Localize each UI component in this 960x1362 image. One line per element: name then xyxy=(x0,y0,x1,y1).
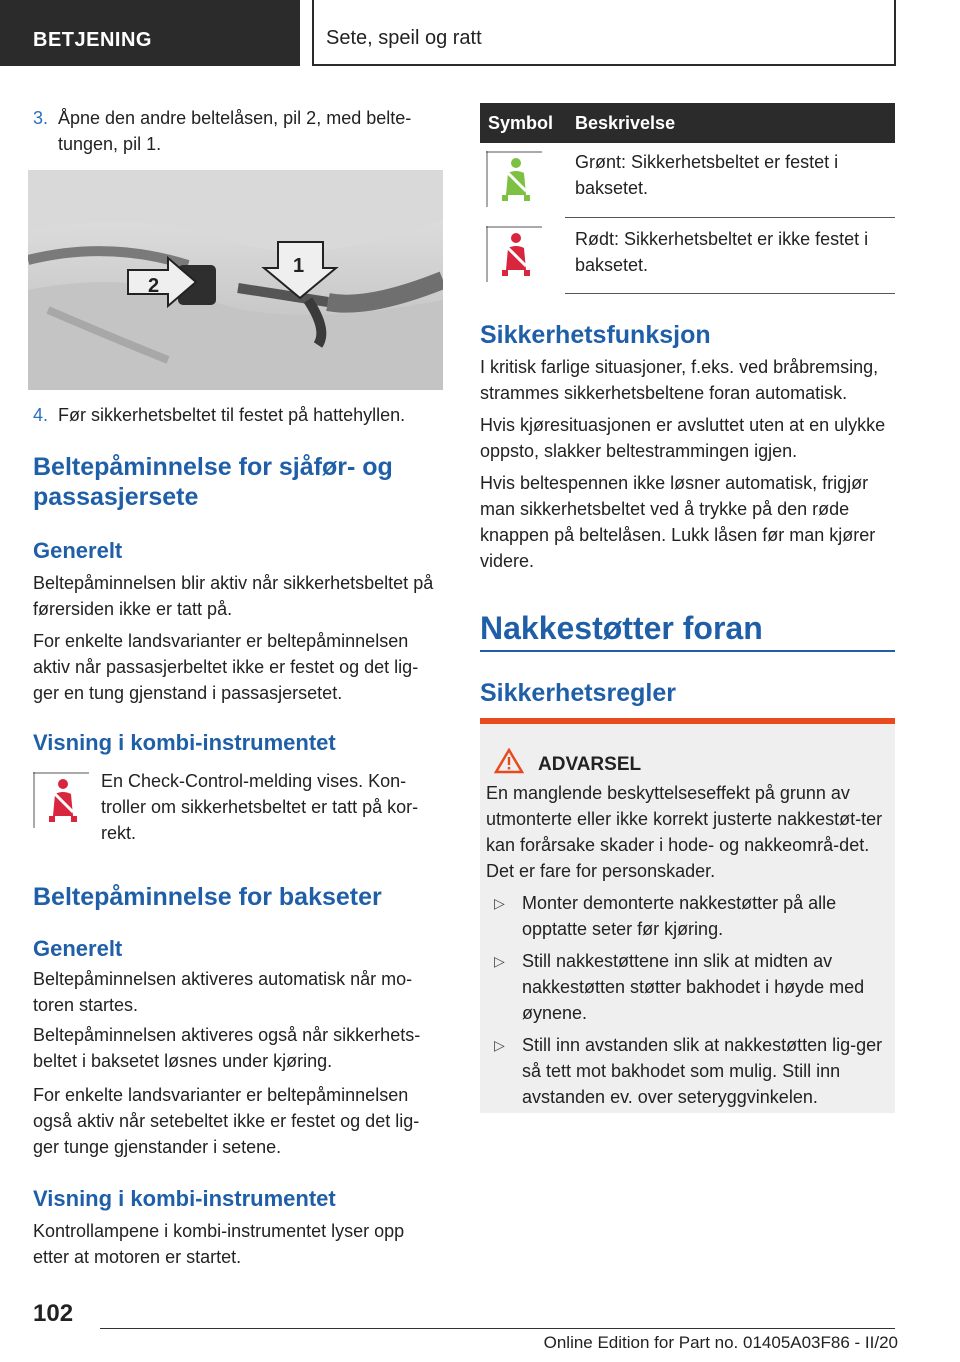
list-item: ▷ Still nakkestøttene inn slik at midten av nakkestøtten støtter bakhodet i høyde med øynene. xyxy=(494,948,884,1026)
warning-text: En manglende beskyttelseseffekt på grunn av utmonterte eller ikke korrekt justerte nakkestøt-ter kan forårsake skader i hode- og nakkeområ-det. Det er fare for personskader. xyxy=(486,783,883,881)
paragraph: For enkelte landsvarianter er beltepåminnelsen aktiv når passasjerbeltet ikke er festet og det lig-ger en tung gjenstand i passasjersetet. xyxy=(33,631,419,703)
seatbelt-illustration xyxy=(28,170,443,390)
heading-front-reminder: Beltepåminnelse for sjåfør- og passasjersete xyxy=(33,453,393,511)
col-symbol: Symbol xyxy=(488,113,554,133)
heading-general: Generelt xyxy=(33,936,123,961)
paragraph: Kontrollampene i kombi-instrumentet lyser opp etter at motoren er startet. xyxy=(33,1221,405,1267)
warning-box xyxy=(480,718,895,1113)
section-tab: BETJENING xyxy=(0,0,300,66)
paragraph: Beltepåminnelsen blir aktiv når sikkerhetsbeltet på førersiden ikke er tatt på. xyxy=(33,573,434,619)
list-item: ▷ Monter demonterte nakkestøtter på alle opptatte seter før kjøring. xyxy=(494,890,884,942)
paragraph: Beltepåminnelsen aktiveres også når sikkerhets-beltet i baksetet løsnes under kjøring. xyxy=(33,1025,421,1071)
heading-safety-rules: Sikkerhetsregler xyxy=(480,679,676,707)
list-item: ▷ Still inn avstanden slik at nakkestøtten lig-ger så tett mot bakhodet som mulig. Still inn avstanden ev. over seteryggvinkelen. xyxy=(494,1032,884,1110)
arrow-1-label: 1 xyxy=(293,255,305,277)
heading-general: Generelt xyxy=(33,538,123,563)
paragraph: Hvis beltespennen ikke løsner automatisk, frigjør man sikkerhetsbeltet ved å trykke på den røde knappen på beltelåsen. Lukk låsen før man kjører videre. xyxy=(480,473,876,571)
step-4 xyxy=(33,402,443,428)
paragraph: Beltepåminnelsen aktiveres automatisk når mo-toren startes. xyxy=(33,969,413,1015)
paragraph: For enkelte landsvarianter er beltepåminnelsen også aktiv når setebeltet ikke er festet og det lig-ger tunge gjenstander i setene. xyxy=(33,1085,420,1157)
seatbelt-photo xyxy=(28,170,443,390)
heading-rear-reminder: Beltepåminnelse for bakseter xyxy=(33,883,382,911)
page-number: 102 xyxy=(33,1300,74,1327)
paragraph: Hvis kjøresituasjonen er avsluttet uten at en ulykke oppsto, slakker beltestrammingen igjen. xyxy=(480,415,886,461)
step-number: 3. xyxy=(33,108,49,128)
heading-front-headrests: Nakkestøtter foran xyxy=(480,610,763,646)
seatbelt-red-icon xyxy=(33,772,89,828)
table-row xyxy=(480,218,895,294)
seatbelt-red-icon xyxy=(486,226,542,282)
step-number: 4. xyxy=(33,405,49,425)
bullet-triangle-icon: ▷ xyxy=(494,953,505,969)
paragraph: I kritisk farlige situasjoner, f.eks. ved bråbremsing, strammes sikkerhetsbeltene foran automatisk. xyxy=(480,357,879,403)
edition-note: Online Edition for Part no. 01405A03F86 - II/20 xyxy=(543,1333,898,1352)
heading-display: Visning i kombi-instrumentet xyxy=(33,730,336,755)
paragraph: En Check-Control-melding vises. Kon-troller om sikkerhetsbeltet er tatt på kor-rekt. xyxy=(101,771,419,843)
col-description: Beskrivelse xyxy=(575,113,676,133)
heading-safety-function: Sikkerhetsfunksjon xyxy=(480,321,711,349)
row-description: Rødt: Sikkerhetsbeltet er ikke festet i baksetet. xyxy=(575,229,869,275)
symbol-table-header xyxy=(480,103,895,143)
step-3 xyxy=(33,105,443,157)
step-text: Før sikkerhetsbeltet til festet på hattehyllen. xyxy=(58,405,406,425)
row-description: Grønt: Sikkerhetsbeltet er festet i baksetet. xyxy=(575,152,839,198)
table-row xyxy=(480,143,895,218)
chapter-title: Sete, speil og ratt xyxy=(312,0,896,66)
arrow-2-label: 2 xyxy=(148,275,160,297)
bullet-triangle-icon: ▷ xyxy=(494,895,505,911)
seatbelt-green-icon xyxy=(486,151,542,207)
step-text: Åpne den andre beltelåsen, pil 2, med belte-tungen, pil 1. xyxy=(58,108,412,154)
bullet-triangle-icon: ▷ xyxy=(494,1037,505,1053)
page-header xyxy=(0,0,960,66)
heading-display: Visning i kombi-instrumentet xyxy=(33,1186,336,1211)
warning-triangle-icon xyxy=(494,748,524,779)
warning-title: ADVARSEL xyxy=(538,754,642,775)
